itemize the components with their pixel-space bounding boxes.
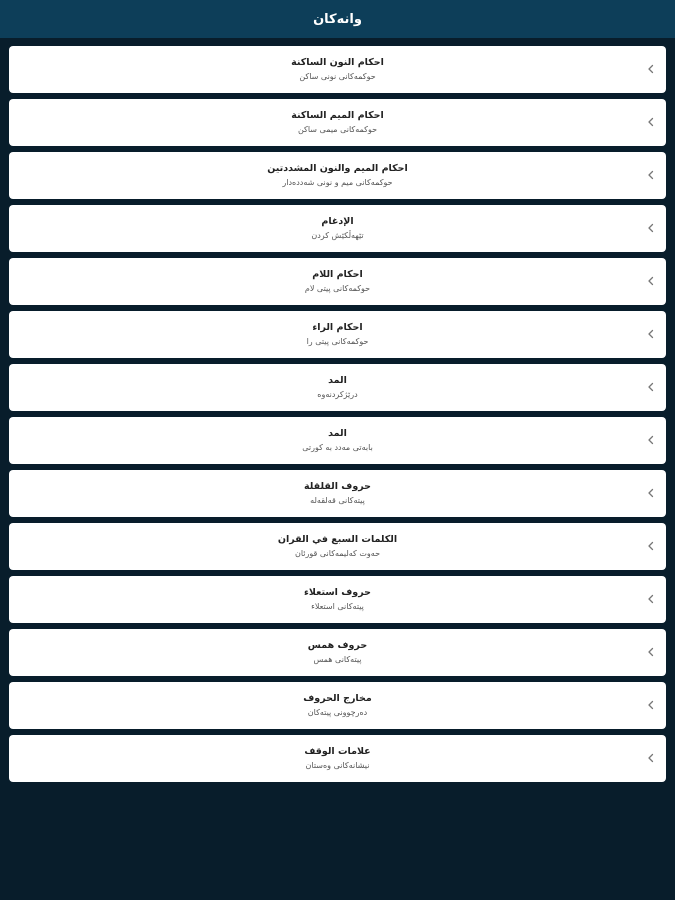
lesson-item[interactable] [9,735,666,782]
lesson-item[interactable] [9,258,666,305]
chevron-left-icon [645,328,657,340]
chevron-left-icon [645,593,657,605]
lesson-title: احكام الميم الساكنة [291,110,384,121]
lesson-subtitle: پیتەکانی استعلاء [311,602,364,611]
lesson-item[interactable] [9,470,666,517]
lesson-title: علامات الوقف [304,746,371,757]
lesson-subtitle: نیشانەکانی وەستان [305,761,370,770]
lesson-subtitle: حەوت کەلیمەکانی قورئان [294,549,381,558]
lesson-subtitle: پیتەکانی قەلقەلە [310,496,365,505]
chevron-left-icon [645,752,657,764]
lesson-item[interactable] [9,152,666,199]
lesson-item[interactable] [9,576,666,623]
lesson-title: احكام الراء [312,322,363,333]
lesson-subtitle: پیتەکانی همس [313,655,362,664]
page-title: وانەکان [313,11,362,27]
chevron-left-icon [645,169,657,181]
lesson-title: مخارج الحروف [303,693,372,704]
lesson-subtitle: درێژکردنەوە [317,390,358,399]
lesson-item[interactable] [9,417,666,464]
lesson-title: احكام النون الساكنة [291,57,384,68]
lessons-list [0,38,675,782]
chevron-left-icon [645,646,657,658]
chevron-left-icon [645,699,657,711]
lesson-item[interactable] [9,99,666,146]
app-bar [0,0,675,38]
lesson-subtitle: حوکمەکانی میمی ساکن [297,125,378,134]
lesson-item[interactable] [9,364,666,411]
chevron-left-icon [645,434,657,446]
lesson-title: الكلمات السبع في القران [277,534,398,545]
lesson-item[interactable] [9,311,666,358]
lesson-title: الإدغام [321,216,354,227]
lesson-title: حروف استعلاء [304,587,371,598]
lesson-title: احكام اللام [312,269,363,280]
lesson-title: حروف القلقلة [303,481,372,492]
lesson-title: المد [328,375,347,386]
lesson-subtitle: بابەتی مەدد بە کورتی [302,443,373,452]
lesson-item[interactable] [9,205,666,252]
chevron-left-icon [645,540,657,552]
lesson-subtitle: حوکمەکانی نونی ساکن [299,72,376,81]
chevron-left-icon [645,275,657,287]
lesson-title: المد [328,428,347,439]
chevron-left-icon [645,487,657,499]
lesson-item[interactable] [9,523,666,570]
lesson-subtitle: تێهەڵکێش کردن [311,231,364,240]
lesson-subtitle: دەرچوونی پیتەکان [307,708,368,717]
chevron-left-icon [645,381,657,393]
chevron-left-icon [645,222,657,234]
chevron-left-icon [645,116,657,128]
lesson-subtitle: حوکمەکانی پیتی را [306,337,369,346]
chevron-left-icon [645,63,657,75]
lesson-title: حروف همس [307,640,368,651]
lesson-item[interactable] [9,682,666,729]
lesson-subtitle: حوکمەکانی میم و نونی شەددەدار [282,178,393,187]
lesson-subtitle: حوکمەکانی پیتی لام [304,284,371,293]
lesson-title: احكام الميم والنون المشددتين [267,163,408,174]
lesson-item[interactable] [9,46,666,93]
lesson-item[interactable] [9,629,666,676]
